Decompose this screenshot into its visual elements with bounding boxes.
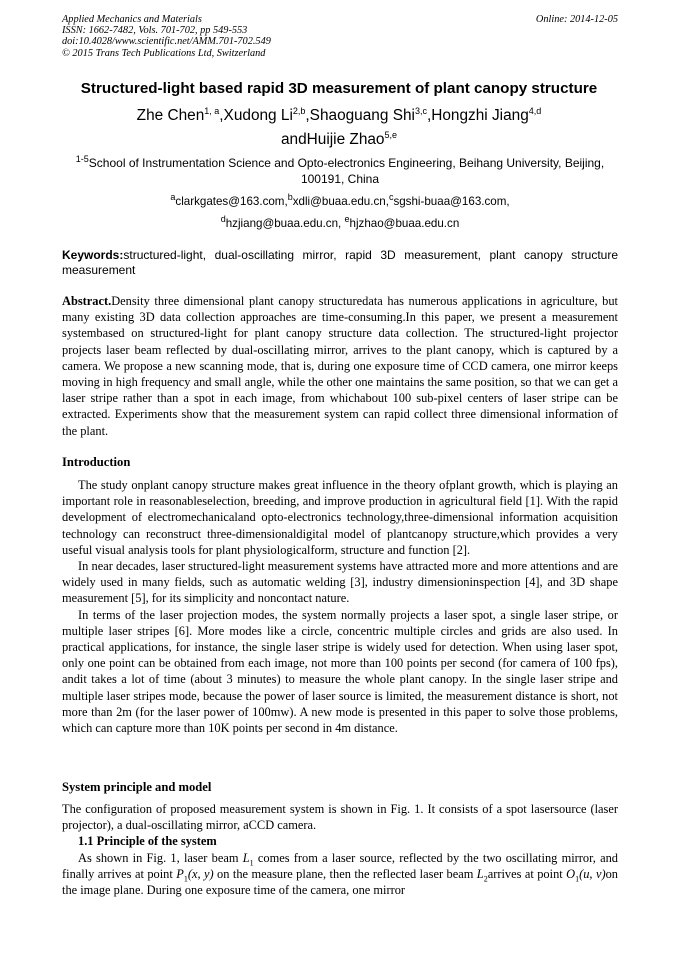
author-line-1 <box>40 104 638 128</box>
math-o1-sub: 1 <box>575 874 580 884</box>
math-p1-args: (x, y) <box>187 866 214 881</box>
email-b: xdli@buaa.edu.cn, <box>292 195 389 208</box>
email-a-mark: a <box>170 192 176 203</box>
keywords-label: Keywords: <box>62 248 124 262</box>
author-4-mark: 4,d <box>528 105 542 116</box>
affiliation-mark: 1-5 <box>75 154 89 164</box>
email-e-mark: e <box>344 214 350 225</box>
math-l2 <box>476 866 488 884</box>
author-emails <box>62 191 618 235</box>
math-l1 <box>242 850 254 868</box>
system-paragraph-1: The configuration of proposed measurement system is shown in Fig. 1. It consists of a spot lasersource (laser projector), a dual-oscillating mirror, aCCD camera. <box>62 802 618 833</box>
email-a: clarkgates@163.com, <box>175 195 288 208</box>
math-p1 <box>176 866 214 884</box>
author-line-2 <box>40 128 638 152</box>
intro-paragraph-3: In terms of the laser projection modes, the system normally projects a laser spot, a single laser stripe, or multiple laser stripes [6]. More modes like a circle, concentric multiple circles and grids are also used. In practical applications, for instance, the single laser stripe is widely used for detection. When using laser spot, only one point can be obtained from each image, not more than 100 points per second (for camera of 100 fps), andit takes a lot of time (about 3 minutes) to measure the whole plant canopy. In the single laser stripe and multiple laser stripes mode, because the power of laser source is limited, the measurement distance is short, not more than 2m (for the laser power of 100mw). A new mode is presented in this paper to solve those problems, which can capture more than 10K points per second in 4m distance. <box>62 607 618 736</box>
p2-text-d: arrives at point <box>487 866 567 881</box>
math-l1-sub: 1 <box>249 858 254 868</box>
math-l2-sub: 2 <box>483 874 488 884</box>
p2-text-b: comes from a laser source, reflected by the two oscillating mirror, and finally arrives at point <box>62 850 618 881</box>
intro-paragraph-2: In near decades, laser structured-light measurement systems have attracted more and more attentions and are widely used in many fields, such as automatic welding [3], industry dimensioninspection [4], and 3D shape measurement [5], for its simplicity and noncontact nature. <box>62 559 618 606</box>
system-paragraph-2 <box>62 850 618 899</box>
author-5-mark: 5,e <box>384 129 398 140</box>
math-o1-args: (u, v) <box>579 866 606 881</box>
keywords <box>62 248 618 277</box>
p2-text-e: on the image plane. During one exposure time of the camera, one mirror <box>62 866 618 898</box>
abstract-text: Density three dimensional plant canopy structuredata has numerous applications in agriculture, but many existing 3D data collection approaches are time-consuming.In this paper, we present a measurement systembased on structured-light for plant canopy structure data collection. The structured-light projector projects laser beam reflected by dual-oscillating mirror, arrives to the plant canopy, which is captured by a camera. We propose a new scanning mode, that is, during one exposure time of CCD camera, one mirror keeps moving in high frequency and small angle, while the other one maintains the same position, so that we can get a laser stripe rather than a spot in each image, from whichabout 100 sub-pixel centers of laser stripe can be extracted. Experiments show that the measurement system can rapid collect three dimensional information of the plant. <box>62 294 618 438</box>
affiliation-text: School of Instrumentation Science and Opto-electronics Engineering, Beihang University, Beijing, 100191, China <box>88 156 605 186</box>
doi-line: doi:10.4028/www.scientific.net/AMM.701-702.549 <box>62 36 271 48</box>
math-o1 <box>566 866 606 884</box>
journal-header <box>62 14 618 59</box>
abstract <box>62 293 618 439</box>
math-p1-sub: 1 <box>183 874 188 884</box>
author-1: Zhe Chen <box>136 107 205 124</box>
math-o1-symbol: O <box>566 866 576 881</box>
author-5: andHuijie Zhao <box>280 131 385 148</box>
online-date: Online: 2014-12-05 <box>535 14 618 25</box>
issn-line: ISSN: 1662-7482, Vols. 701-702, pp 549-553 <box>62 25 248 37</box>
p2-text-c: on the measure plane, then the reflected laser beam <box>213 866 477 881</box>
copyright-line: © 2015 Trans Tech Publications Ltd, Switzerland <box>62 47 266 59</box>
email-c: sgshi-buaa@163.com, <box>393 195 510 208</box>
journal-name: Applied Mechanics and Materials <box>62 14 202 25</box>
introduction-heading: Introduction <box>62 455 131 469</box>
author-3-mark: 3,c <box>414 105 427 116</box>
email-b-mark: b <box>287 192 293 203</box>
email-e: hjzhao@buaa.edu.cn <box>349 217 460 230</box>
author-3: ,Shaoguang Shi <box>305 107 415 124</box>
math-p1-symbol: P <box>176 866 184 881</box>
system-heading: System principle and model <box>62 780 212 794</box>
intro-paragraph-1: The study onplant canopy structure makes great influence in the theory ofplant growth, which is playing an important role in reasonableselection, breeding, and improve production in agricultural field [1]. With the rapid development of electromechanicaland opto-electronics technology,three-dimensional information acquisition technology can reconstruct three-dimensionaldigital model of plantcanopy structure,which provides a very useful visual analysis tools for plant physiologicalform, structure and function [2]. <box>62 478 618 557</box>
affiliation <box>62 156 618 187</box>
p2-text-a: As shown in Fig. 1, laser beam <box>78 850 243 865</box>
email-d: hzjiang@buaa.edu.cn, <box>225 217 345 230</box>
email-line-1 <box>62 191 618 213</box>
subsection-heading: 1.1 Principle of the system <box>78 834 217 849</box>
email-line-2 <box>62 213 618 235</box>
author-2: ,Xudong Li <box>219 107 293 124</box>
author-list <box>40 104 638 152</box>
paper-title: Structured-light based rapid 3D measurement of plant canopy structure <box>80 80 598 97</box>
email-c-mark: c <box>388 192 394 203</box>
keywords-text: structured-light, dual-oscillating mirror, rapid 3D measurement, plant canopy structure measurement <box>62 248 618 277</box>
author-1-mark: 1, a <box>204 105 220 116</box>
introduction-body <box>62 477 618 736</box>
math-l1-symbol: L <box>242 850 250 865</box>
math-l2-symbol: L <box>476 866 484 881</box>
abstract-label: Abstract. <box>62 294 112 308</box>
author-2-mark: 2,b <box>292 105 306 116</box>
system-body <box>62 801 618 898</box>
author-4: ,Hongzhi Jiang <box>426 107 529 124</box>
email-d-mark: d <box>220 214 226 225</box>
